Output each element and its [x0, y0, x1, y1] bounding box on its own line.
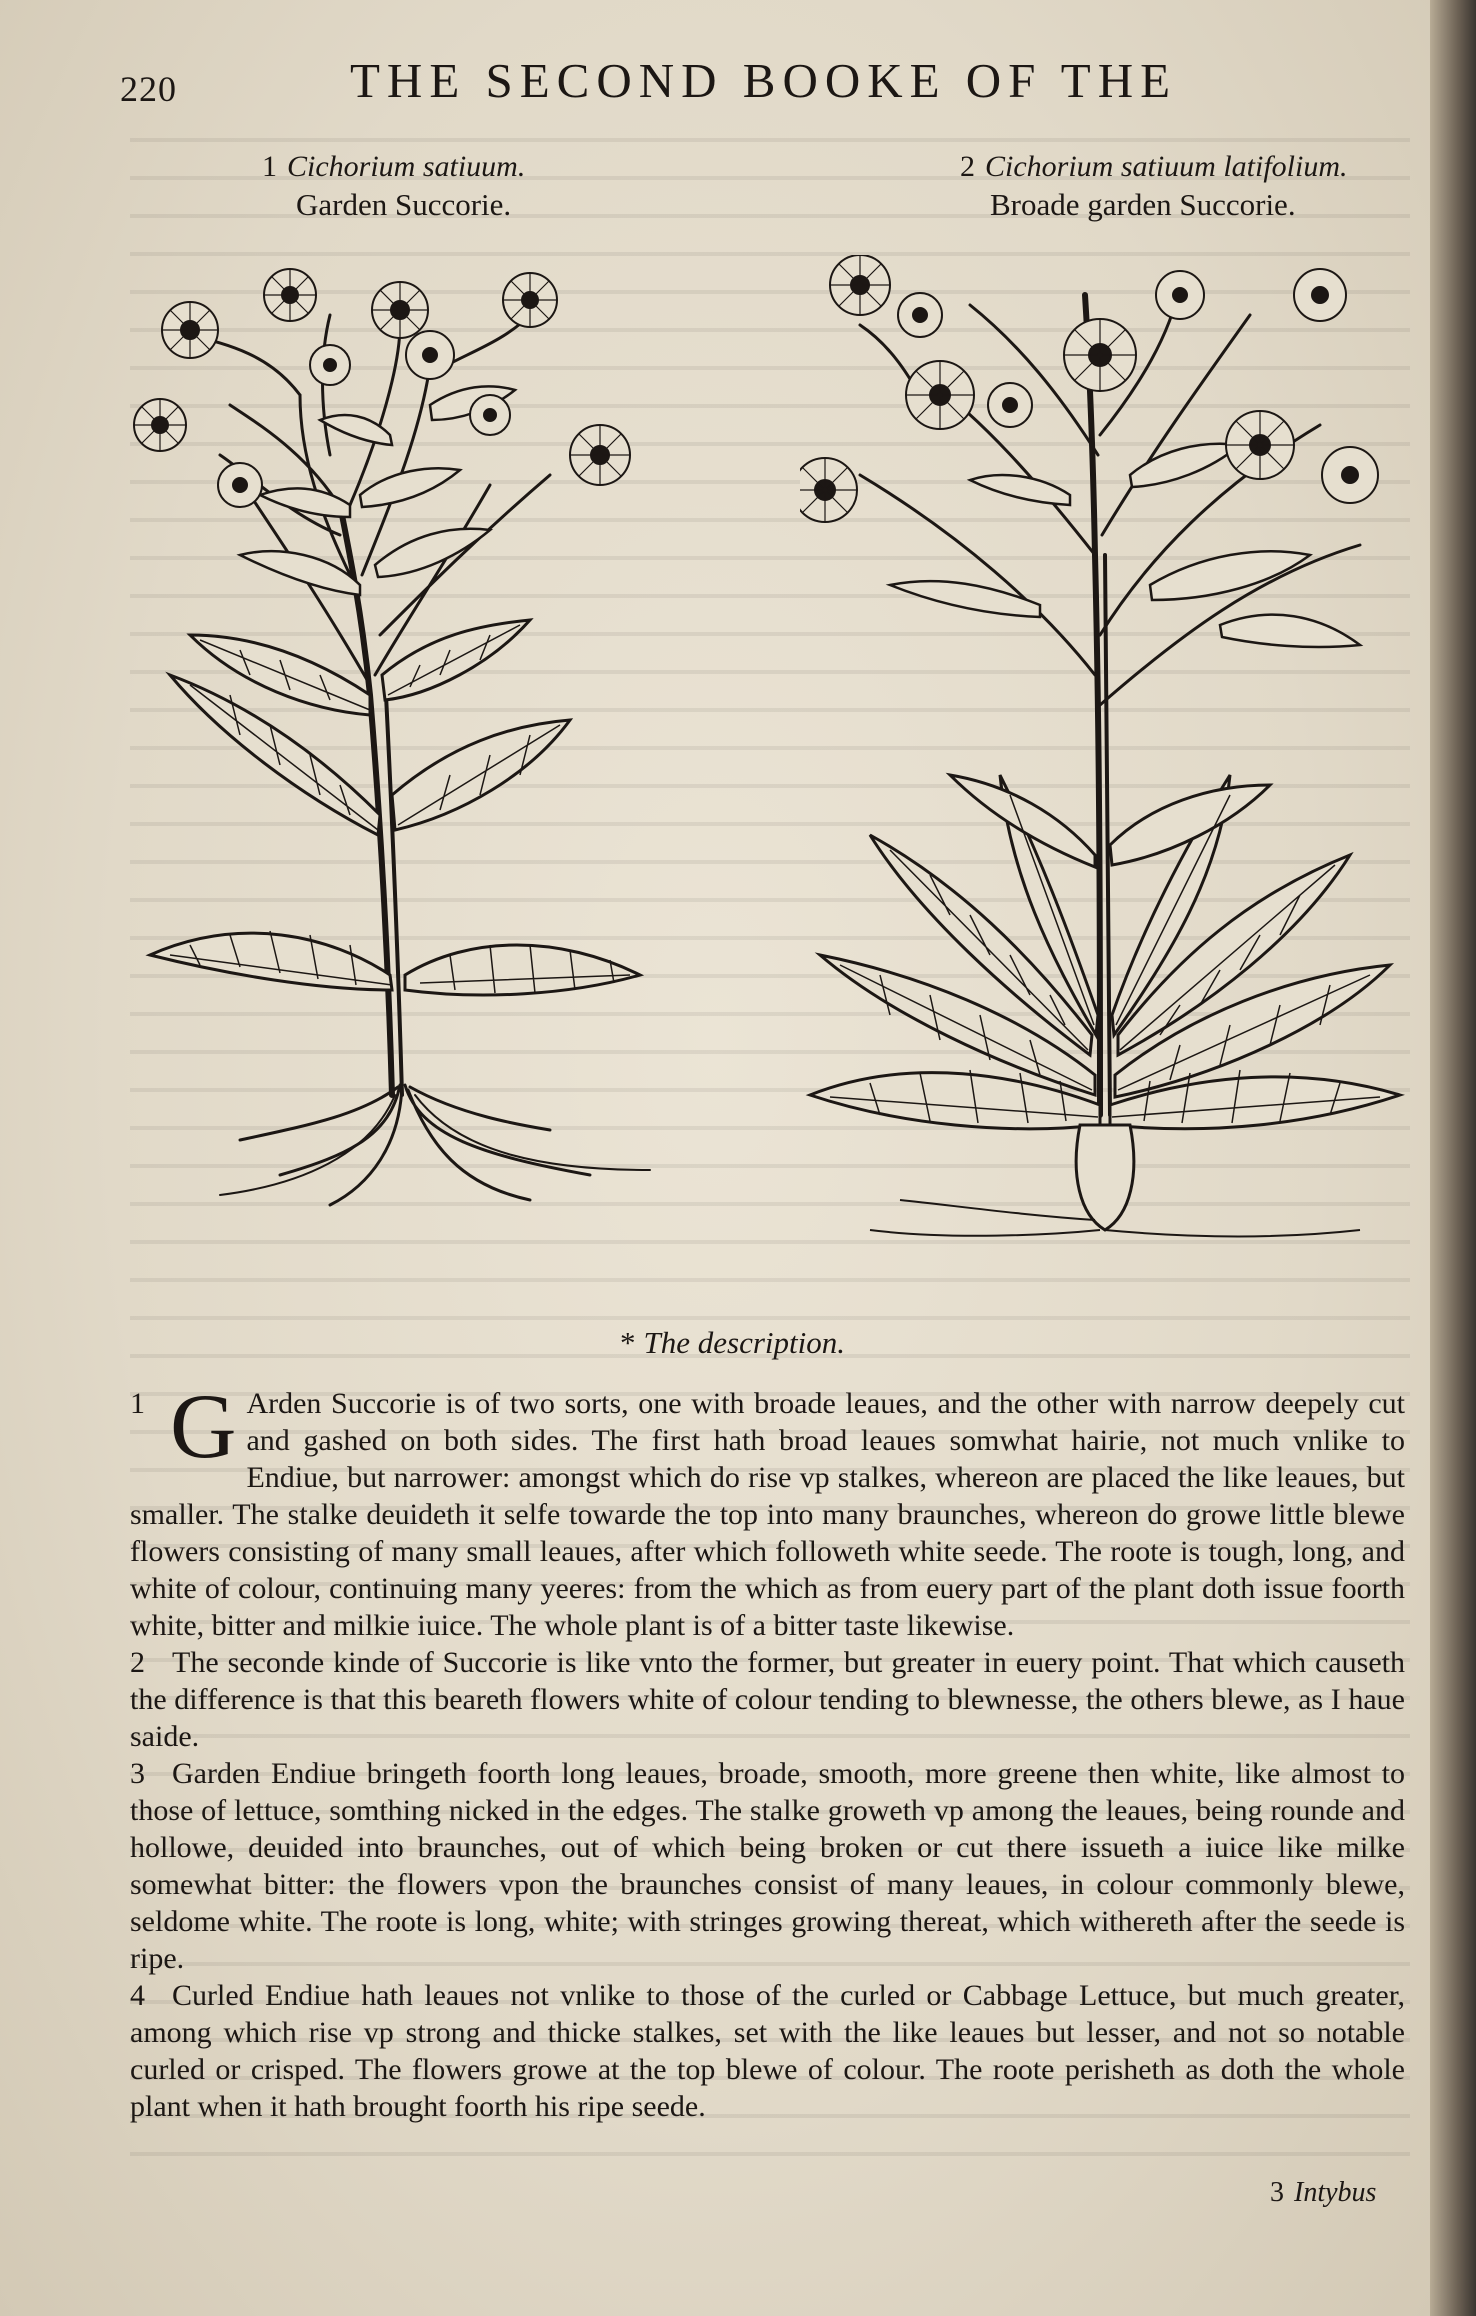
catchword-text: Intybus — [1294, 2177, 1377, 2208]
section-heading-text: The description. — [643, 1325, 845, 1360]
paragraph-1-number: 1 — [130, 1387, 145, 1420]
paragraph-4-text: Curled Endiue hath leaues not vnlike to those of the curled or Cabbage Lettuce, but much greater, among which rise vp strong and thicke stalkes, set with the like leaues but lesser, and not so notable curled or crisped. The flowers growe at the top blewe of colour. The roote perisheth as doth the whole plant when it hath brought foorth his ripe seede. — [130, 1979, 1405, 2123]
paragraph-2-number: 2 — [130, 1646, 145, 1679]
page-header-title: THE SECOND BOOKE OF THE — [350, 53, 1178, 108]
woodcut-illustration-garden-succorie — [130, 255, 700, 1215]
woodcut-illustration-broade-garden-succorie — [800, 255, 1410, 1245]
description-text — [130, 1375, 1405, 2125]
figure-2-number: 2 — [960, 150, 975, 183]
book-gutter-edge — [1430, 0, 1476, 2316]
paragraph-4 — [130, 1977, 1405, 2125]
drop-capital: G — [170, 1375, 237, 1477]
figure-2-caption — [960, 148, 1348, 224]
figure-1-number: 1 — [262, 150, 277, 183]
figure-1-english-name: Garden Succorie. — [296, 187, 512, 222]
paragraph-1 — [130, 1375, 1405, 1644]
paragraph-3 — [130, 1755, 1405, 1977]
paragraph-2 — [130, 1644, 1405, 1755]
figure-2-english-name: Broade garden Succorie. — [990, 187, 1296, 222]
figure-2-latin-name: Cichorium satiuum latifolium. — [985, 150, 1348, 183]
running-head — [120, 48, 1400, 108]
figure-1-caption — [262, 148, 525, 224]
paragraph-1-text: Arden Succorie is of two sorts, one with broade leaues, and the other with narrow deepely cut and gashed on both sides. The first hath broad leaues somwhat hairie, not much vnlike to Endiue, but narrower: amongst which do rise vp stalkes, whereon are placed the like leaues, but smaller. The stalke deuideth it selfe towarde the top into many braunches, whereon do growe little blewe flowers consisting of many small leaues, after which followeth white seede. The roote is tough, long, and white of colour, continuing many yeeres: from the which as from euery part of the plant doth issue foorth white, bitter and milkie iuice. The whole plant is of a bitter taste likewise. — [130, 1387, 1405, 1642]
figure-1-latin-name: Cichorium satiuum. — [287, 150, 526, 183]
paragraph-3-number: 3 — [130, 1757, 145, 1790]
paragraph-2-text: The seconde kinde of Succorie is like vnto the former, but greater in euery point. That which causeth the difference is that this beareth flowers white of colour tending to blewnesse, the others blewe, as I haue saide. — [130, 1646, 1405, 1753]
asterisk-icon: * — [620, 1325, 636, 1360]
paragraph-3-text: Garden Endiue bringeth foorth long leaues, broade, smooth, more greene then white, like almost to those of lettuce, somthing nicked in the edges. The stalke groweth vp among the leaues, being rounde and hollowe, deuided into braunches, out of which being broken or cut there issueth a iuice like milke somewhat bitter: the flowers vpon the braunches consist of many leaues, in colour commonly blewe, seldome white. The roote is long, white; with stringes growing thereat, which withereth after the seede is ripe. — [130, 1757, 1405, 1975]
paragraph-4-number: 4 — [130, 1979, 145, 2012]
page-number: 220 — [120, 69, 177, 109]
catchword-number: 3 — [1270, 2177, 1284, 2208]
catchword — [1270, 2177, 1376, 2209]
section-heading — [620, 1325, 845, 1361]
